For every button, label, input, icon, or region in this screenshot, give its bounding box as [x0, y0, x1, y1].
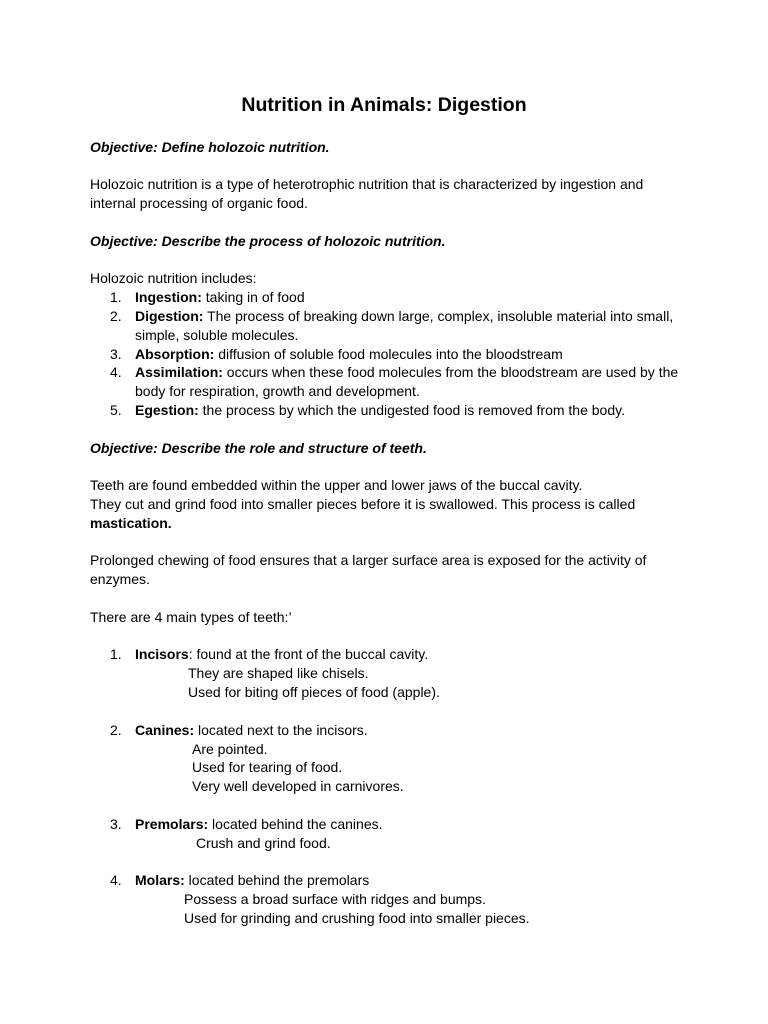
term: Absorption: — [135, 346, 215, 362]
term-description: : found at the front of the buccal cavity. — [188, 646, 429, 662]
sub-line: They are shaped like chisels. — [188, 665, 369, 681]
sub-line: Used for biting off pieces of food (apple). — [188, 684, 440, 700]
term-description-cont: simple, soluble molecules. — [135, 327, 299, 343]
term-description: the process by which the undigested food is removed from the body. — [198, 402, 625, 418]
list-number: 3. — [110, 346, 122, 362]
term: Assimilation: — [135, 364, 223, 380]
objective-heading-1: Objective: Define holozoic nutrition. — [90, 139, 330, 155]
sub-line: Used for tearing of food. — [192, 759, 343, 775]
term-description: diffusion of soluble food molecules into the bloodstream — [214, 346, 563, 362]
list-number: 3. — [110, 816, 122, 832]
sub-line: Used for grinding and crushing food into smaller pieces. — [184, 910, 530, 926]
term: Ingestion: — [135, 289, 202, 305]
paragraph-line: enzymes. — [90, 571, 150, 587]
list-number: 4. — [110, 872, 122, 888]
list-intro: There are 4 main types of teeth:’ — [90, 609, 292, 625]
objective-heading-3: Objective: Describe the role and structure of teeth. — [90, 440, 427, 456]
term-description: The process of breaking down large, complex, insoluble material into small, — [203, 308, 674, 324]
term: Digestion: — [135, 308, 204, 324]
term-description: located next to the incisors. — [194, 722, 368, 738]
list-number: 1. — [110, 646, 122, 662]
paragraph-line: Teeth are found embedded within the upper and lower jaws of the buccal cavity. — [90, 477, 583, 493]
term: Molars: — [135, 872, 185, 888]
term: Premolars: — [135, 816, 209, 832]
term-description: located behind the canines. — [208, 816, 383, 832]
list-number: 2. — [110, 722, 122, 738]
term: Incisors — [135, 646, 189, 662]
term-description: taking in of food — [201, 289, 305, 305]
term: Canines: — [135, 722, 195, 738]
key-term: mastication. — [90, 515, 172, 531]
list-intro: Holozoic nutrition includes: — [90, 270, 257, 286]
list-number: 4. — [110, 364, 122, 380]
paragraph-line: They cut and grind food into smaller pieces before it is swallowed. This process is called — [90, 496, 636, 512]
paragraph-line: Holozoic nutrition is a type of heterotrophic nutrition that is characterized by ingestion and — [90, 176, 644, 192]
paragraph-line: internal processing of organic food. — [90, 195, 308, 211]
objective-heading-2: Objective: Describe the process of holozoic nutrition. — [90, 233, 446, 249]
list-number: 1. — [110, 289, 122, 305]
sub-line: Crush and grind food. — [196, 835, 331, 851]
list-number: 5. — [110, 402, 122, 418]
term-description-cont: body for respiration, growth and development. — [135, 383, 420, 399]
document-title: Nutrition in Animals: Digestion — [241, 94, 527, 116]
sub-line: Are pointed. — [192, 741, 268, 757]
paragraph-line: Prolonged chewing of food ensures that a larger surface area is exposed for the activity of — [90, 552, 647, 568]
list-number: 2. — [110, 308, 122, 324]
term-description: occurs when these food molecules from the bloodstream are used by the — [222, 364, 679, 380]
term: Egestion: — [135, 402, 199, 418]
sub-line: Very well developed in carnivores. — [192, 778, 404, 794]
term-description: located behind the premolars — [184, 872, 370, 888]
sub-line: Possess a broad surface with ridges and bumps. — [184, 891, 486, 907]
